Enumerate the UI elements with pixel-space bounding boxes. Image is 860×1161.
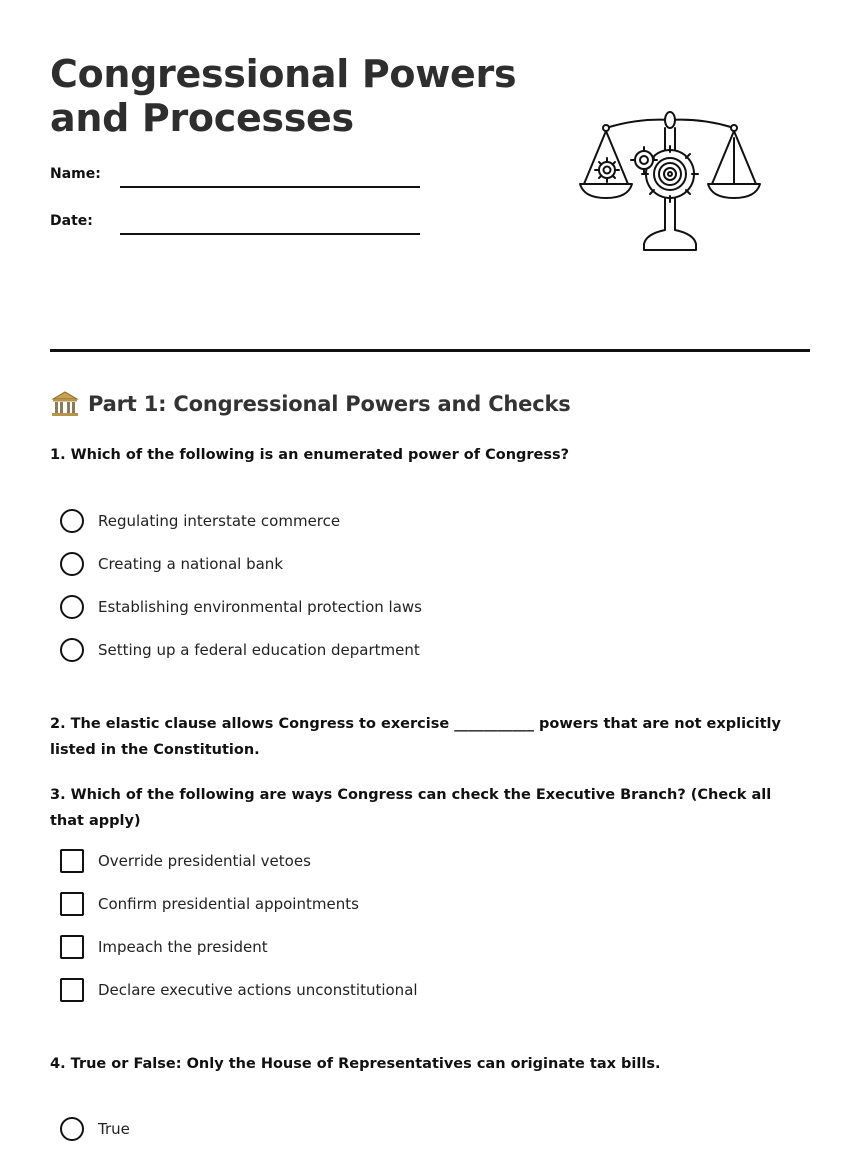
radio-button[interactable] (60, 509, 84, 533)
q1-option-2[interactable] (60, 551, 283, 577)
question-4: 4. True or False: Only the House of Representatives can originate tax bills. (50, 1056, 661, 1072)
classical-building-icon (50, 389, 80, 419)
checkbox[interactable] (60, 935, 84, 959)
option-label: Impeach the president (98, 938, 268, 956)
question-1: 1. Which of the following is an enumerated power of Congress? (50, 447, 570, 463)
name-input-line[interactable] (120, 186, 420, 188)
option-label: Setting up a federal education department (98, 641, 420, 659)
radio-button[interactable] (60, 1117, 84, 1141)
question-2: 2. The elastic clause allows Congress to exercise ___________ powers that are not explicitly listed in the Constitution. (50, 716, 781, 758)
date-field[interactable] (50, 213, 430, 243)
section-heading (50, 388, 571, 420)
radio-button[interactable] (60, 595, 84, 619)
section-divider (50, 349, 810, 352)
q4-option-true[interactable] (60, 1116, 130, 1142)
checkbox[interactable] (60, 849, 84, 873)
checkbox[interactable] (60, 892, 84, 916)
worksheet-title: Congressional Powers and Processes (50, 52, 517, 140)
section-title: Part 1: Congressional Powers and Checks (88, 392, 571, 416)
date-input-line[interactable] (120, 233, 420, 235)
radio-button[interactable] (60, 552, 84, 576)
option-label: Regulating interstate commerce (98, 512, 341, 530)
q1-option-4[interactable] (60, 637, 420, 663)
question-3: 3. Which of the following are ways Congress can check the Executive Branch? (Check all that apply) (50, 787, 772, 829)
radio-button[interactable] (60, 638, 84, 662)
option-label: Creating a national bank (98, 555, 284, 573)
option-label: Confirm presidential appointments (98, 895, 359, 913)
q3-option-2[interactable] (60, 891, 359, 917)
option-label: True (98, 1120, 130, 1138)
checkbox[interactable] (60, 978, 84, 1002)
q3-option-3[interactable] (60, 934, 268, 960)
option-label: Establishing environmental protection laws (98, 598, 423, 616)
scales-of-justice-icon (576, 110, 764, 256)
q1-option-3[interactable] (60, 594, 422, 620)
name-label: Name: (50, 166, 101, 182)
date-label: Date: (50, 213, 93, 229)
q3-option-1[interactable] (60, 848, 311, 874)
option-label: Declare executive actions unconstitutional (98, 981, 418, 999)
option-label: Override presidential vetoes (98, 852, 311, 870)
q3-option-4[interactable] (60, 977, 418, 1003)
name-field[interactable] (50, 166, 430, 196)
q1-option-1[interactable] (60, 508, 340, 534)
